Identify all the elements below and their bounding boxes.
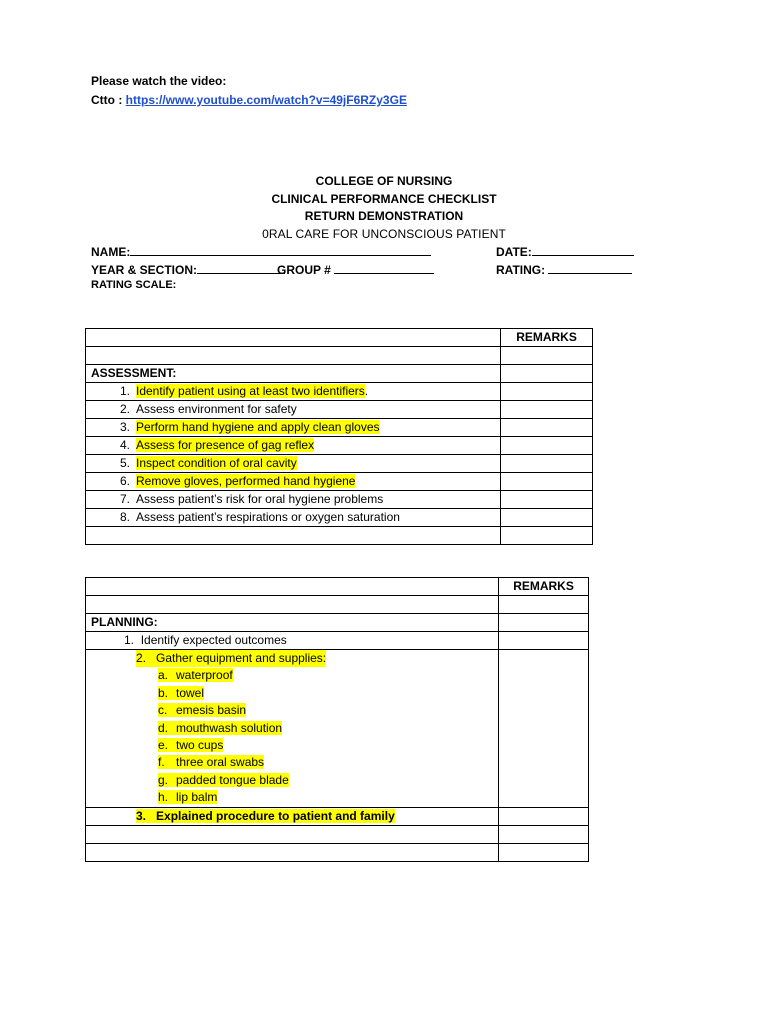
planning-section-label: PLANNING: bbox=[86, 614, 499, 632]
item-text: Identify patient using at least two identifiers bbox=[136, 384, 365, 398]
table-row bbox=[86, 825, 589, 843]
table-row bbox=[86, 596, 589, 614]
supply-letter: h. bbox=[158, 790, 169, 805]
ctto-line bbox=[91, 93, 407, 107]
item-number: 5. bbox=[119, 456, 130, 470]
remarks-cell[interactable] bbox=[499, 632, 589, 650]
group-label: GROUP # bbox=[277, 263, 331, 277]
table-row bbox=[86, 437, 593, 455]
table-row bbox=[86, 614, 589, 632]
group-field[interactable] bbox=[277, 262, 434, 277]
item-text: Explained procedure to patient and family bbox=[156, 808, 395, 823]
date-label: DATE: bbox=[496, 245, 532, 259]
supply-highlight bbox=[158, 703, 246, 717]
supply-letter: f. bbox=[158, 755, 165, 770]
table-row bbox=[86, 509, 593, 527]
demonstration-title: RETURN DEMONSTRATION bbox=[304, 209, 464, 223]
table-row bbox=[86, 632, 589, 650]
table-row bbox=[86, 455, 593, 473]
assessment-item bbox=[86, 383, 501, 401]
date-blank[interactable] bbox=[532, 244, 634, 256]
item-number: 3. bbox=[136, 808, 147, 823]
table-row bbox=[86, 527, 593, 545]
name-label: NAME: bbox=[91, 245, 131, 259]
supply-text: mouthwash solution bbox=[176, 720, 283, 735]
item-number: 1. bbox=[119, 384, 130, 398]
supply-letter: g. bbox=[158, 772, 169, 787]
item-number: 7. bbox=[119, 492, 130, 506]
item-number: 1. bbox=[124, 633, 135, 647]
supply-highlight bbox=[158, 668, 233, 682]
equipment-heading bbox=[136, 650, 326, 667]
supplies-list bbox=[136, 667, 493, 806]
item-text: Gather equipment and supplies: bbox=[156, 651, 327, 665]
supply-letter: e. bbox=[158, 738, 169, 753]
table-row bbox=[86, 383, 593, 401]
remarks-cell[interactable] bbox=[499, 650, 589, 808]
college-title: COLLEGE OF NURSING bbox=[315, 174, 453, 188]
assessment-table bbox=[85, 328, 593, 545]
year-section-blank[interactable] bbox=[197, 262, 285, 274]
remarks-cell[interactable] bbox=[499, 596, 589, 614]
supply-highlight bbox=[158, 790, 217, 804]
date-field[interactable] bbox=[496, 244, 634, 259]
remarks-cell[interactable] bbox=[501, 509, 593, 527]
rating-blank[interactable] bbox=[548, 262, 632, 274]
item-number: 6. bbox=[119, 474, 130, 488]
supply-text: two cups bbox=[176, 738, 224, 753]
remarks-cell[interactable] bbox=[499, 825, 589, 843]
supply-highlight bbox=[158, 773, 289, 787]
supply-text: three oral swabs bbox=[176, 755, 265, 770]
item-text: Identify expected outcomes bbox=[140, 633, 287, 647]
item-text: Assess environment for safety bbox=[136, 402, 297, 416]
supply-text: waterproof bbox=[176, 668, 233, 683]
item-number: 3. bbox=[119, 420, 130, 434]
supply-text: emesis basin bbox=[176, 703, 247, 718]
table-header-row bbox=[86, 578, 589, 596]
remarks-header: REMARKS bbox=[499, 578, 589, 596]
remarks-cell[interactable] bbox=[501, 347, 593, 365]
supply-item bbox=[158, 720, 493, 737]
supply-text: lip balm bbox=[176, 790, 218, 805]
remarks-cell[interactable] bbox=[499, 843, 589, 861]
table-row bbox=[86, 491, 593, 509]
table-row bbox=[86, 807, 589, 825]
item-number: 2. bbox=[136, 651, 147, 665]
supply-item bbox=[158, 702, 493, 719]
year-section-field[interactable] bbox=[91, 262, 285, 277]
supply-text: padded tongue blade bbox=[176, 772, 289, 787]
supply-letter: c. bbox=[158, 703, 168, 718]
table-row bbox=[86, 843, 589, 861]
watch-video-label: Please watch the video: bbox=[91, 74, 227, 88]
item-text: Remove gloves, performed hand hygiene bbox=[136, 474, 356, 488]
table-row bbox=[86, 347, 593, 365]
item-text: Assess for presence of gag reflex bbox=[136, 438, 315, 452]
assessment-item bbox=[86, 509, 501, 527]
ctto-label: Ctto : bbox=[91, 93, 123, 107]
remarks-header: REMARKS bbox=[501, 329, 593, 347]
remarks-cell[interactable] bbox=[501, 383, 593, 401]
rating-scale-label: RATING SCALE: bbox=[91, 279, 177, 291]
remarks-cell[interactable] bbox=[499, 614, 589, 632]
table-row bbox=[86, 365, 593, 383]
item-number: 8. bbox=[119, 510, 130, 524]
assessment-item bbox=[86, 455, 501, 473]
item-number: 2. bbox=[119, 402, 130, 416]
rating-field[interactable] bbox=[496, 262, 632, 277]
item-text: Assess patient’s respirations or oxygen saturation bbox=[136, 510, 400, 524]
supply-item bbox=[158, 667, 493, 684]
remarks-cell[interactable] bbox=[501, 437, 593, 455]
item-number: 4. bbox=[119, 438, 130, 452]
supply-highlight bbox=[158, 755, 264, 769]
planning-table bbox=[85, 577, 589, 862]
supply-highlight bbox=[158, 686, 204, 700]
supply-item bbox=[158, 754, 493, 771]
supply-item bbox=[158, 685, 493, 702]
year-section-label: YEAR & SECTION: bbox=[91, 263, 198, 277]
item-text: Inspect condition of oral cavity bbox=[136, 456, 297, 470]
remarks-cell[interactable] bbox=[499, 807, 589, 825]
supply-text: towel bbox=[176, 685, 205, 700]
remarks-cell[interactable] bbox=[501, 419, 593, 437]
supply-letter: b. bbox=[158, 685, 169, 700]
rating-label: RATING: bbox=[496, 263, 546, 277]
supply-letter: d. bbox=[158, 720, 169, 735]
remarks-cell[interactable] bbox=[501, 401, 593, 419]
remarks-cell[interactable] bbox=[501, 527, 593, 545]
remarks-cell[interactable] bbox=[501, 473, 593, 491]
supply-highlight bbox=[158, 738, 223, 752]
name-blank[interactable] bbox=[130, 244, 431, 256]
planning-item bbox=[86, 807, 499, 825]
explain-procedure-highlight bbox=[136, 809, 395, 823]
item-text: Perform hand hygiene and apply clean gloves bbox=[136, 420, 380, 434]
assessment-section-label: ASSESSMENT: bbox=[86, 365, 501, 383]
item-suffix: . bbox=[364, 384, 369, 398]
table-row bbox=[86, 401, 593, 419]
assessment-item bbox=[86, 437, 501, 455]
checklist-title: CLINICAL PERFORMANCE CHECKLIST bbox=[271, 192, 497, 206]
supply-letter: a. bbox=[158, 668, 169, 683]
table-row bbox=[86, 419, 593, 437]
supply-item bbox=[158, 737, 493, 754]
group-blank[interactable] bbox=[334, 262, 434, 274]
procedure-title: 0RAL CARE FOR UNCONSCIOUS PATIENT bbox=[262, 227, 506, 241]
video-link[interactable]: https://www.youtube.com/watch?v=49jF6RZy3GE bbox=[125, 93, 407, 107]
name-field[interactable] bbox=[91, 244, 431, 259]
assessment-item bbox=[86, 473, 501, 491]
planning-item bbox=[86, 632, 499, 650]
table-row bbox=[86, 473, 593, 491]
remarks-cell[interactable] bbox=[501, 491, 593, 509]
supply-item bbox=[158, 772, 493, 789]
table-row bbox=[86, 650, 589, 808]
supply-item bbox=[158, 789, 493, 806]
planning-item-equipment bbox=[86, 650, 499, 808]
table-header-row bbox=[86, 329, 593, 347]
item-text: Assess patient’s risk for oral hygiene problems bbox=[136, 492, 384, 506]
assessment-item bbox=[86, 491, 501, 509]
supply-highlight bbox=[158, 721, 282, 735]
remarks-cell[interactable] bbox=[501, 455, 593, 473]
remarks-cell[interactable] bbox=[501, 365, 593, 383]
assessment-item bbox=[86, 419, 501, 437]
assessment-item bbox=[86, 401, 501, 419]
